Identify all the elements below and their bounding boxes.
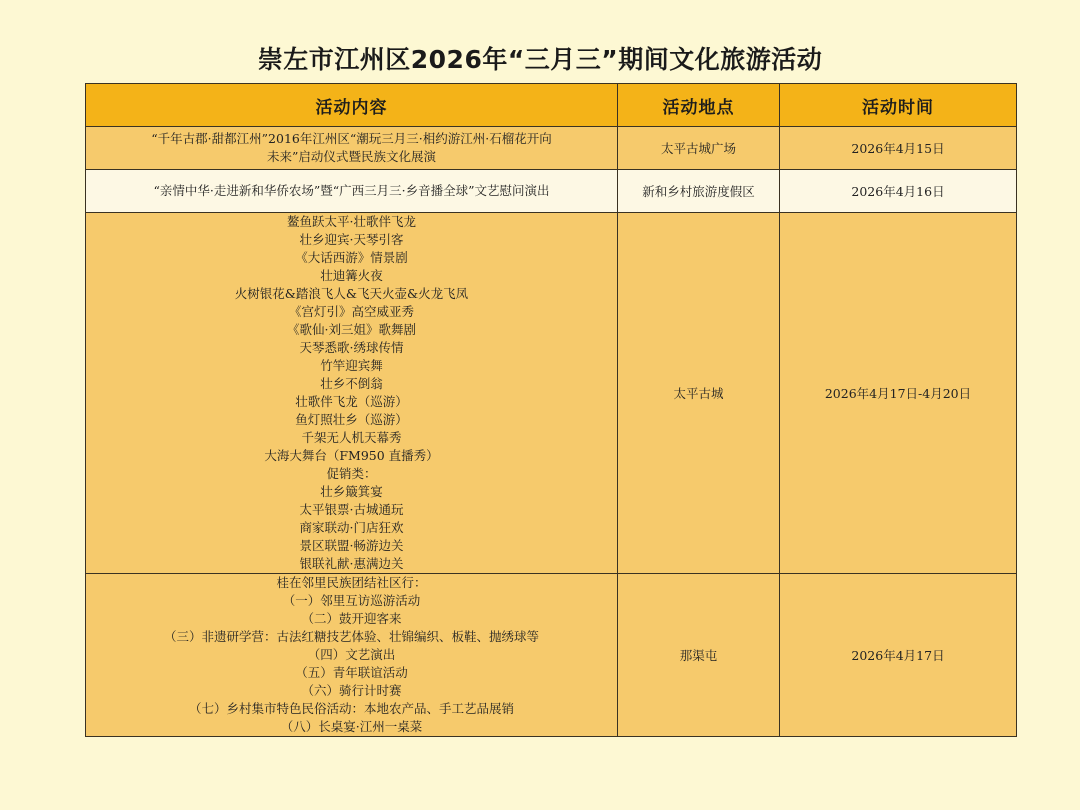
- activity-content-cell: [86, 127, 618, 170]
- content-line: 千架无人机天幕秀: [301, 430, 402, 445]
- content-line: （五）青年联谊活动: [295, 665, 408, 680]
- content-line: 大海大舞台（FM950 直播秀）: [264, 448, 439, 463]
- content-line: （二）鼓开迎客来: [301, 611, 402, 626]
- activity-place-cell: 那渠屯: [618, 574, 780, 737]
- content-line: 《大话西游》情景剧: [295, 250, 408, 265]
- activity-content-cell: [86, 170, 618, 213]
- content-line: 《宫灯引》高空威亚秀: [288, 304, 414, 319]
- content-line: 银联礼献·惠满边关: [299, 556, 404, 571]
- content-line: 壮歌伴飞龙（巡游）: [295, 394, 408, 409]
- content-line: 火树银花&踏浪飞人&飞天火壶&火龙飞凤: [234, 286, 469, 301]
- activity-time-cell: 2026年4月17日-4月20日: [780, 213, 1017, 574]
- activity-content-cell: [86, 213, 618, 574]
- content-line: 促销类：: [326, 466, 377, 481]
- content-line: （八）长桌宴·江州一桌菜: [280, 719, 423, 734]
- header-content: 活动内容: [86, 84, 618, 127]
- activity-table: [85, 83, 1017, 737]
- page-title: 崇左市江州区2026年“三月三”期间文化旅游活动: [257, 45, 823, 74]
- content-line: 景区联盟·畅游边关: [299, 538, 404, 553]
- table-row: [86, 127, 1017, 170]
- table-row: [86, 213, 1017, 574]
- table-header-row: [86, 84, 1017, 127]
- content-line: （七）乡村集市特色民俗活动：本地农产品、手工艺品展销: [188, 701, 514, 716]
- content-line: 壮乡不倒翁: [320, 376, 383, 391]
- content-line: 商家联动·门店狂欢: [299, 520, 404, 535]
- content-line: （四）文艺演出: [307, 647, 396, 662]
- content-line: “亲情中华·走进新和华侨农场”暨“广西三月三·乡音播全球”文艺慰问演出: [153, 183, 550, 198]
- content-line: 壮乡簸箕宴: [320, 484, 383, 499]
- content-line: 鳌鱼跃太平·壮歌伴飞龙: [287, 214, 416, 229]
- activity-place-cell: 太平古城广场: [618, 127, 780, 170]
- content-line: （一）邻里互访巡游活动: [282, 593, 421, 608]
- header-place: 活动地点: [618, 84, 780, 127]
- content-line: 未来”启动仪式暨民族文化展演: [267, 149, 436, 164]
- activity-time-cell: 2026年4月16日: [780, 170, 1017, 213]
- activity-content-cell: [86, 574, 618, 737]
- content-line: 壮迪篝火夜: [320, 268, 383, 283]
- content-line: （三）非遗研学营：古法红糖技艺体验、壮锦编织、板鞋、抛绣球等: [163, 629, 539, 644]
- content-line: “千年古郡·甜都江州”2016年江州区“潮玩三月三·相约游江州·石榴花开向: [151, 131, 552, 146]
- header-time: 活动时间: [780, 84, 1017, 127]
- content-line: 竹竿迎宾舞: [320, 358, 383, 373]
- content-line: 天琴悉歌·绣球传情: [299, 340, 404, 355]
- activity-place-cell: 新和乡村旅游度假区: [618, 170, 780, 213]
- content-line: 《歌仙·刘三姐》歌舞剧: [287, 322, 416, 337]
- content-line: 壮乡迎宾·天琴引客: [299, 232, 404, 247]
- content-line: （六）骑行计时赛: [301, 683, 402, 698]
- content-line: 太平银票·古城通玩: [299, 502, 404, 517]
- activity-time-cell: 2026年4月15日: [780, 127, 1017, 170]
- table-row: [86, 170, 1017, 213]
- content-line: 鱼灯照壮乡（巡游）: [295, 412, 408, 427]
- activity-place-cell: 太平古城: [618, 213, 780, 574]
- content-line: 桂在邻里民族团结社区行：: [276, 575, 427, 590]
- activity-time-cell: 2026年4月17日: [780, 574, 1017, 737]
- table-row: [86, 574, 1017, 737]
